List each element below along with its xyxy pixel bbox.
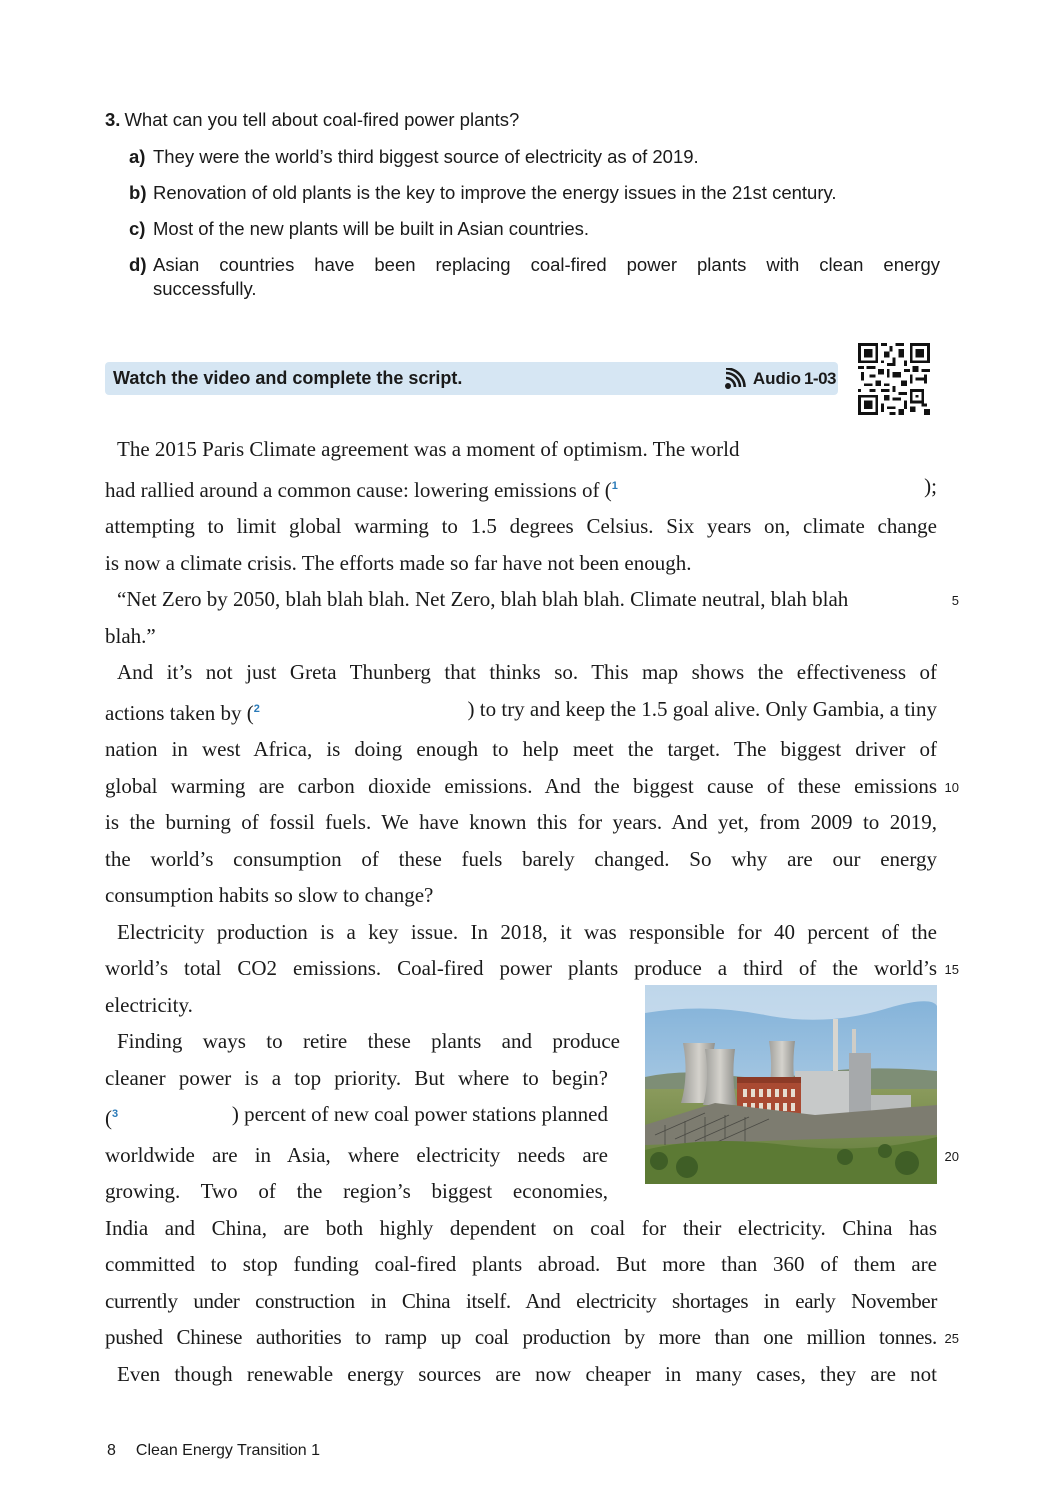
passage-line: electricity. [105, 992, 193, 1017]
blank-number: 2 [253, 702, 260, 715]
option-text: They were the world’s third biggest source of electricity as of 2019. [153, 146, 699, 167]
passage-line [105, 1319, 959, 1356]
option-b: b) Renovation of old plants is the key to improve the energy issues in the 21st century. [129, 182, 837, 203]
option-text: Most of the new plants will be built in Asian countries. [153, 218, 590, 239]
instruction-text: Watch the video and complete the script. [113, 368, 463, 388]
blank-number: 1 [611, 479, 618, 492]
power-plant-photo [645, 985, 937, 1184]
passage-line-blank-3 [105, 1096, 608, 1137]
option-letter: b [129, 182, 141, 203]
passage-text: actions taken by ( [105, 700, 254, 725]
passage-text: ) percent of new coal power stations planned [231, 1102, 608, 1126]
passage-line: Even though renewable energy sources are now cheaper in many cases, they are not [117, 1361, 937, 1386]
question-number: 3. [105, 109, 121, 130]
passage-line-blank-1 [105, 468, 937, 509]
passage-line: India and China, are both highly dependent on coal for their electricity. China has [105, 1215, 937, 1240]
passage-text: ( [105, 1106, 112, 1130]
passage-text: world’s total CO2 emissions. Coal-fired power plants produce a third of the world’s [105, 956, 937, 980]
passage-line: blah.” [105, 623, 156, 648]
option-letter: a [129, 146, 140, 167]
passage [105, 431, 959, 1392]
question-block [105, 108, 940, 301]
line-number: 25 [944, 1331, 959, 1346]
passage-line: And it’s not just Greta Thunberg that thinks so. This map shows the effectiveness of [117, 660, 937, 684]
passage-line [105, 581, 959, 618]
line-number: 5 [951, 593, 959, 608]
audio-track-number: 1-03 [803, 369, 836, 388]
passage-text: global warming are carbon dioxide emissions. And the biggest cause of these emissions [105, 773, 937, 798]
passage-line: attempting to limit global warming to 1.5 degrees Celsius. Six years on, climate change [105, 514, 937, 538]
audio-waves-icon [724, 368, 750, 390]
passage-line: The 2015 Paris Climate agreement was a moment of optimism. The world [117, 437, 740, 461]
passage-line: growing. Two of the region’s biggest economies, [105, 1179, 608, 1203]
passage-text: had rallied around a common cause: lowering emissions of ( [105, 477, 612, 502]
passage-line-blank-2 [105, 691, 937, 732]
passage-line: is now a climate crisis. The efforts made so far have not been enough. [105, 550, 692, 575]
page-number: 8 [107, 1442, 116, 1459]
passage-text: worldwide are in Asia, where electricity needs are [105, 1142, 608, 1167]
passage-text: “Net Zero by 2050, blah blah blah. Net Zero, blah blah blah. Climate neutral, blah blah [117, 587, 849, 611]
line-number: 20 [944, 1148, 959, 1164]
line-number: 10 [944, 779, 959, 795]
passage-line [105, 950, 959, 987]
passage-text: ); [924, 473, 937, 498]
footer-title: Clean Energy Transition 1 [135, 1442, 321, 1459]
passage-line: cleaner power is a top priority. But where to begin? [105, 1065, 608, 1090]
passage-text: ) to try and keep the 1.5 goal alive. Only Gambia, a tiny [467, 696, 937, 721]
passage-line: Finding ways to retire these plants and produce [117, 1029, 620, 1053]
option-a: a) They were the world’s third biggest source of electricity as of 2019. [129, 146, 699, 167]
passage-line: committed to stop funding coal-fired plants abroad. But more than 360 of them are [105, 1252, 937, 1276]
passage-line [105, 768, 959, 805]
option-text: successfully. [153, 278, 257, 299]
passage-line: Electricity production is a key issue. In 2018, it was responsible for 40 percent of the [117, 919, 937, 944]
option-text: Asian countries have been replacing coal-fired power plants with clean energy [153, 254, 940, 275]
passage-line: is the burning of fossil fuels. We have known this for years. And yet, from 2009 to 2019, [105, 810, 937, 834]
blank-number: 3 [112, 1108, 119, 1120]
option-d: d) Asian countries have been replacing coal-fired power plants with clean energy successfully. [129, 254, 940, 299]
option-letter: d [129, 254, 141, 275]
question-line [105, 108, 940, 132]
passage-line: the world’s consumption of these fuels barely changed. So why are our energy [105, 846, 937, 871]
option-c: c) Most of the new plants will be built in Asian countries. [129, 218, 590, 239]
passage-text: pushed Chinese authorities to ramp up coal production by more than one million tonnes. [105, 1325, 937, 1349]
qr-code[interactable] [858, 343, 930, 415]
audio-label[interactable] [724, 368, 836, 390]
passage-line: nation in west Africa, is doing enough to help meet the target. The biggest driver of [105, 737, 937, 761]
option-text: Renovation of old plants is the key to improve the energy issues in the 21st century. [153, 182, 837, 203]
passage-line: currently under construction in China itself. And electricity shortages in early November [105, 1288, 937, 1313]
page-footer [107, 1442, 320, 1460]
question-text: What can you tell about coal-fired power plants? [124, 109, 520, 130]
passage-line: consumption habits so slow to change? [105, 883, 434, 907]
instruction-bar [105, 362, 838, 395]
option-letter: c [129, 218, 140, 239]
audio-text: Audio [752, 369, 801, 388]
line-number: 15 [944, 962, 959, 977]
